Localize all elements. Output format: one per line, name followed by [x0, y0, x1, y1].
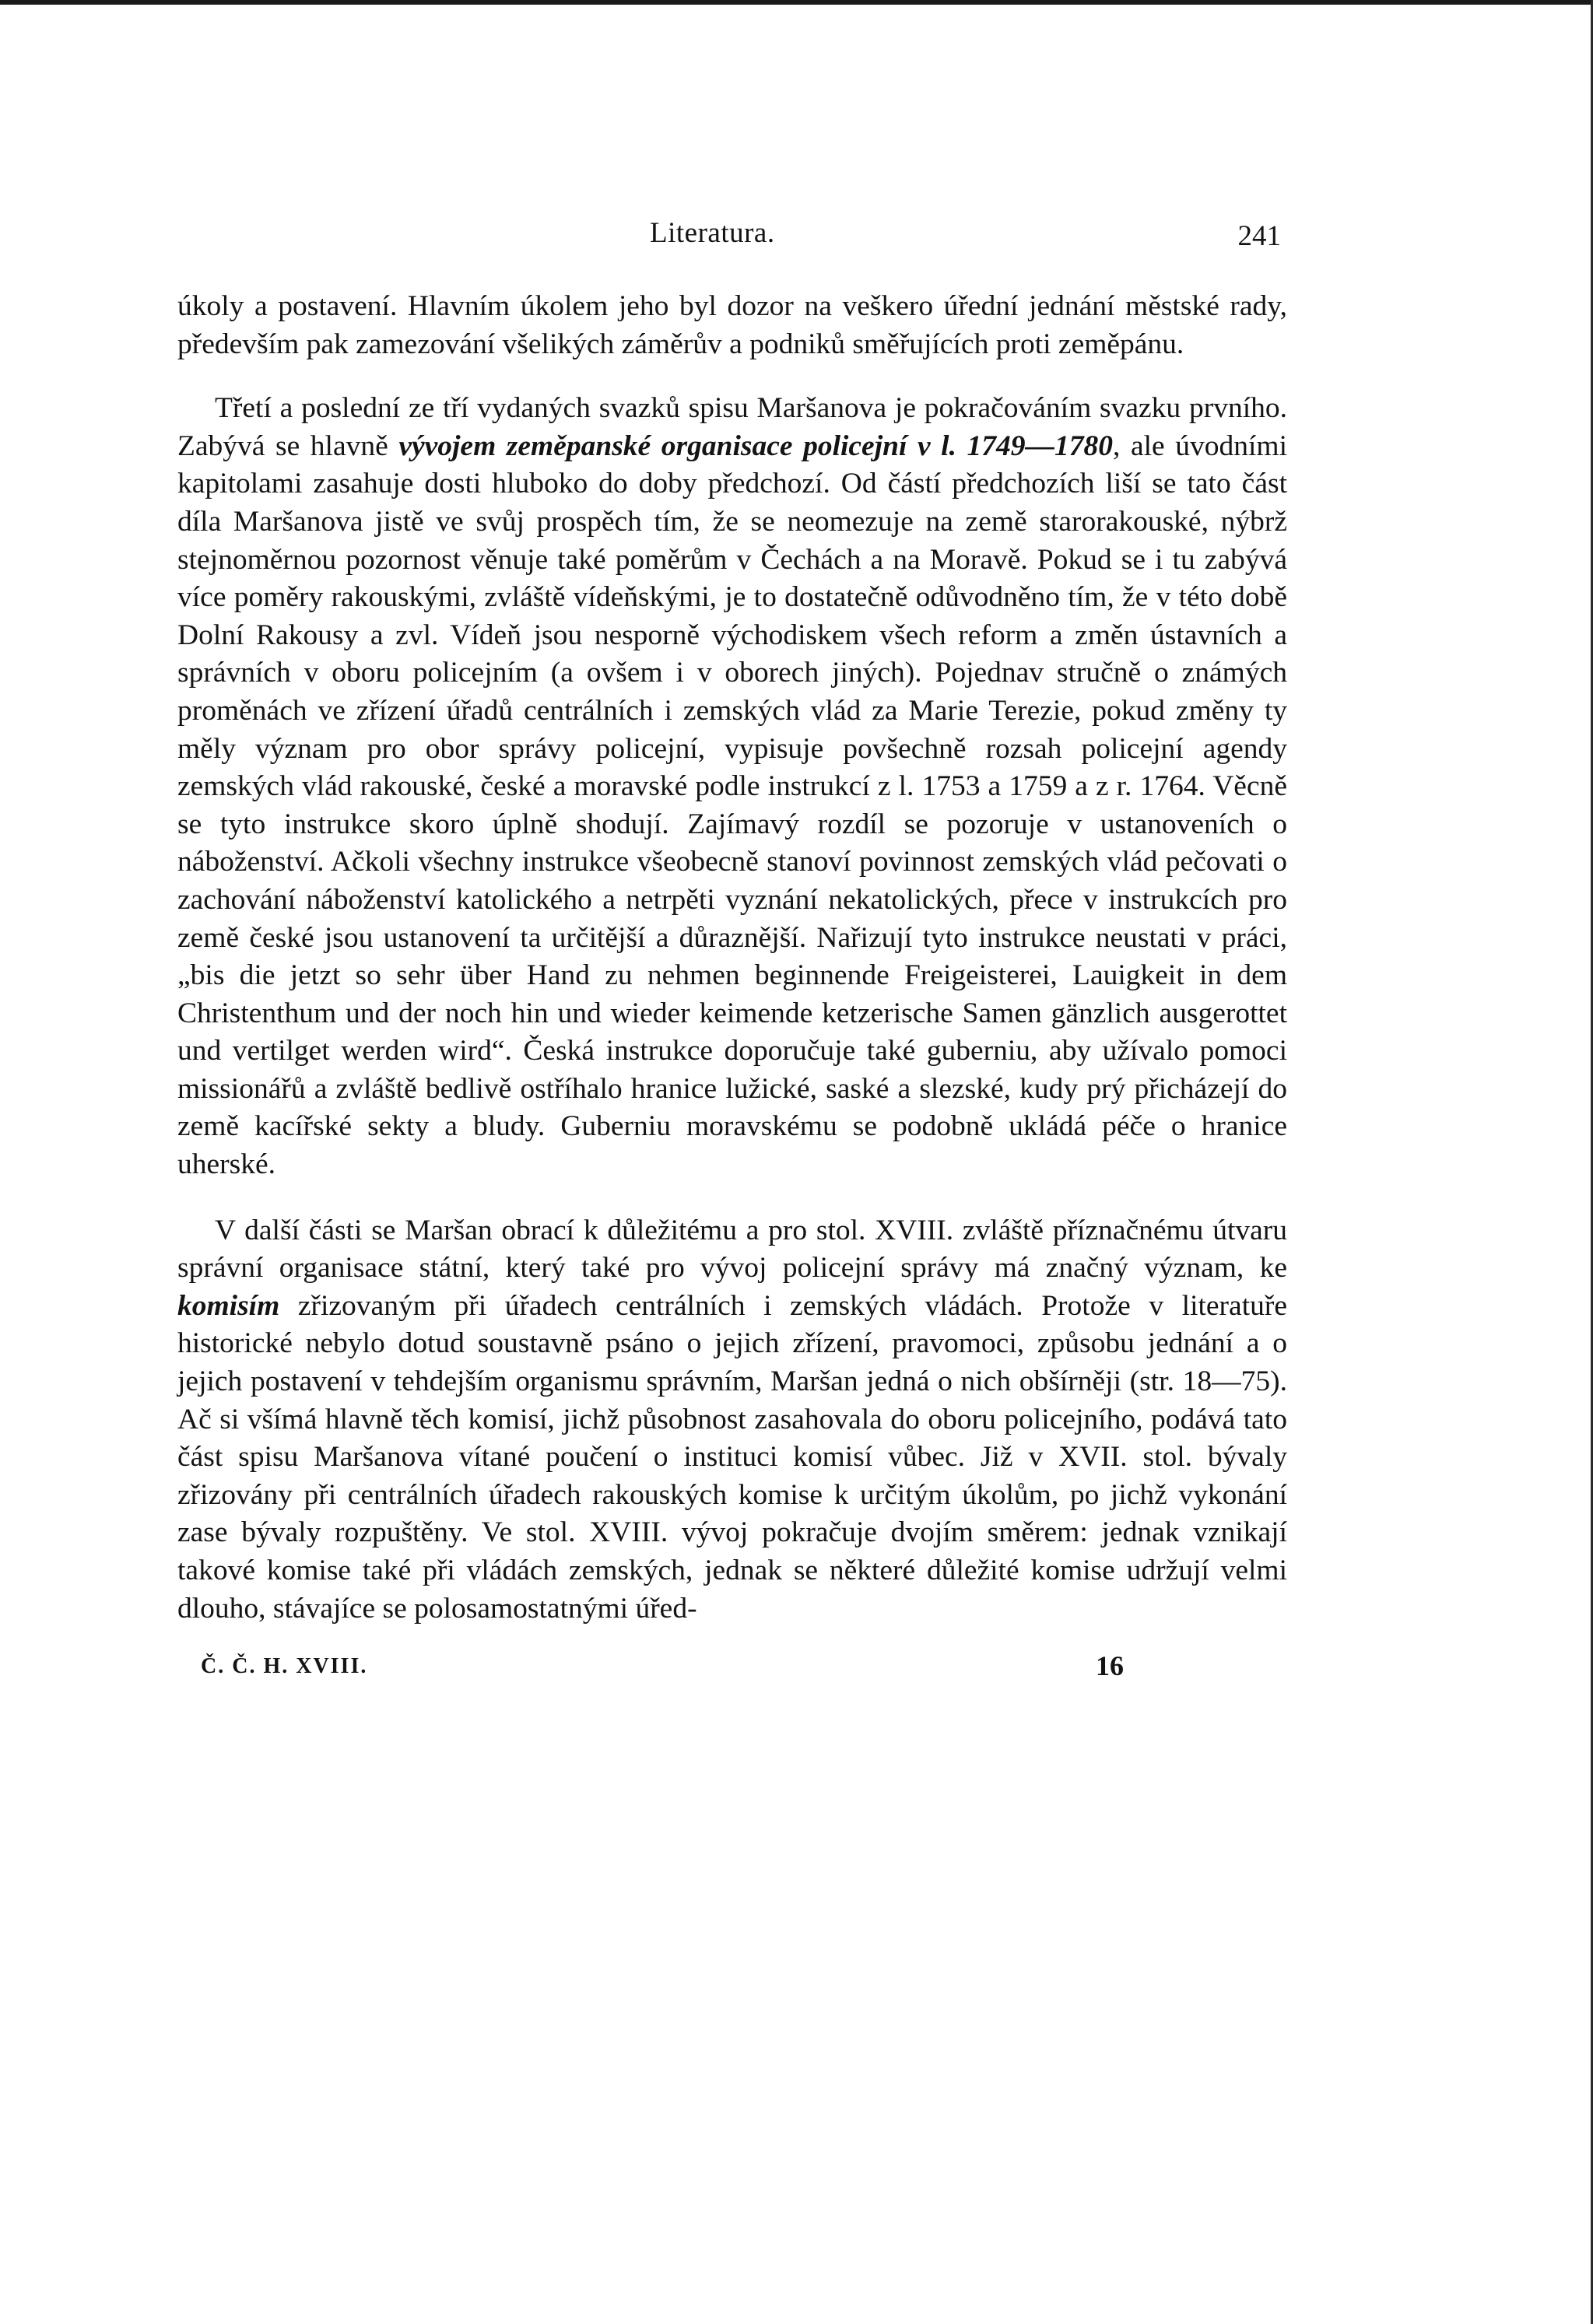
paragraph-2-text-b: , ale úvodními kapitolami zasahuje dosti hluboko do doby předchozí. Od částí předchozích liší se tato část díla Maršanova jistě ve svůj prospěch tím, že se neomezuje na země starorakouské, nýbrž stejnoměrnou pozornost věnuje také poměrům v Čechách a na Moravě. Pokud se i tu zabývá více poměry rakouskými, zvláště vídeňskými, je to dostatečně odůvodněno tím, že v této době Dolní Rakousy a zvl. Vídeň jsou nesporně východiskem všech reform a změn ústavních a správních v oboru policejním (a ovšem i v oborech jiných). Pojednav stručně o známých proměnách ve zřízení úřadů centrálních i zemských vlád za Marie Terezie, pokud změny ty měly význam pro obor správy policejní, vypisuje povšechně rozsah policejní agendy zemských vlád rakouské, české a moravské podle instrukcí z l. 1753 a 1759 a z r. 1764. Věcně se tyto instrukce skoro úplně shodují. Zajímavý rozdíl se pozoruje v ustanoveních o náboženství. Ačkoli všechny instrukce všeobecně stanoví povinnost zemských vlád pečovati o zachování náboženství katolického a netrpěti vyznání nekatolických, přece v instrukcích pro země české jsou ustanovení ta určitější a důraznější. Nařizují tyto instrukce neustati v práci, „bis die jetzt so sehr über Hand zu nehmen beginnende Freigeisterei, Lauigkeit in dem Christenthum und der noch hin und wieder keimende ketzerische Samen gänzlich ausgerottet und vertilget werden wird“. Česká instrukce doporučuje také guberniu, aby užívalo pomoci missionářů a zvláště bedlivě ostříhalo hranice lužické, saské a slezské, kudy prý přicházejí do země kacířské sekty a bludy. Guberniu moravskému se podobně ukládá péče o hranice uherské. [177, 429, 1287, 1181]
book-page [177, 210, 1287, 1688]
paragraph-2-emphasis: vývojem zeměpanské organisace policejní v l. 1749—1780 [398, 429, 1114, 462]
paragraph-3-text-b: zřizovaným při úřadech centrálních i zemských vládách. Protože v literatuře historické nebylo dotud soustavně psáno o jejich zřízení, pravomoci, způsobu jednání a o jejich postavení v tehdejším organismu správním, Maršan jedná o nich obšírněji (str. 18—75). Ač si všímá hlavně těch komisí, jichž působnost zasahovala do oboru policejního, podává tato část spisu Maršanova vítané poučení o instituci komisí vůbec. Již v XVII. stol. bývaly zřizovány při centrálních úřadech rakouských komise k určitým úkolům, po jichž vykonání zase bývaly rozpuštěny. Ve stol. XVIII. vývoj pokračuje dvojím směrem: jednak vznikají takové komise také při vládách zemských, jednak se některé důležité komise udržují velmi dlouho, stávajíce se polosamostatnými úřed- [177, 1289, 1287, 1625]
page-number: 241 [1237, 220, 1281, 252]
paragraph-2-text-a: Třetí a poslední ze tří vydaných svazků spisu Maršanova je pokračováním svazku prvního. Zabývá se hlavně [177, 392, 1287, 462]
paragraph-3-emphasis: komisím [177, 1289, 280, 1322]
paragraph-1 [177, 288, 1287, 363]
running-head [177, 210, 1287, 257]
paragraph-2 [177, 390, 1287, 1183]
paragraph-1-text: úkoly a postavení. Hlavním úkolem jeho byl dozor na veškero úřední jednání městské rady, především pak zamezování všelikých záměrův a podniků směřujících proti zeměpánu. [177, 290, 1287, 360]
scan-top-edge [0, 0, 1593, 5]
page-footer [177, 1649, 1287, 1688]
paragraph-3 [177, 1212, 1287, 1628]
sheet-number: 16 [1096, 1650, 1124, 1682]
body-text [177, 288, 1287, 1628]
running-title: Literatura. [650, 217, 775, 249]
printer-signature: Č. Č. H. XVIII. [201, 1654, 368, 1679]
paragraph-3-text-a: V další části se Maršan obrací k důležitému a pro stol. XVIII. zvláště příznačnému útvaru správní organisace státní, který také pro vývoj policejní správy má značný význam, ke [177, 1214, 1287, 1285]
